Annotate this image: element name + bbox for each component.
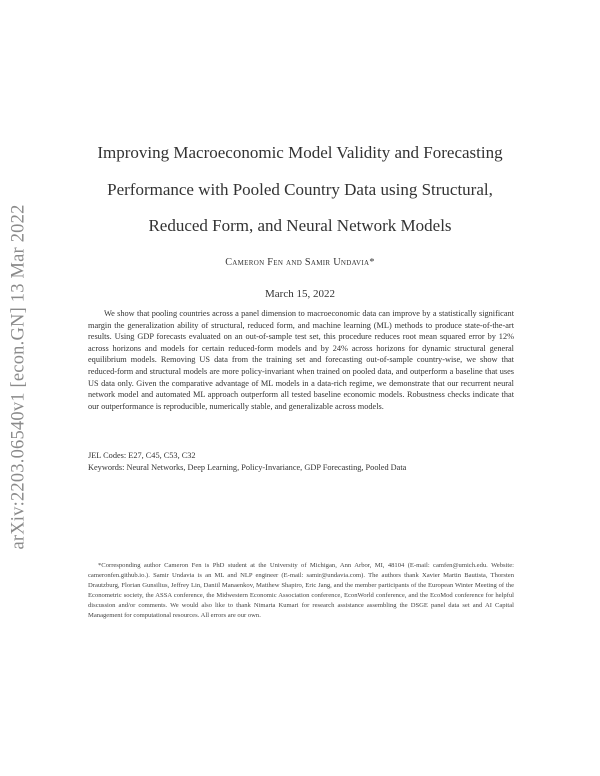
keywords: Keywords: Neural Networks, Deep Learning, Policy-Invariance, GDP Forecasting, Pooled Data <box>88 463 407 472</box>
footnote: *Corresponding author Cameron Fen is PhD student at the University of Michigan, Ann Arbor, MI, 48104 (E-mail: camfen@umich.edu. Website: cameronfen.github.io.). Samir Undavia is an ML and NLP engineer (E-mail: samir@undavia.com). The authors thank Xavier Martin Bautista, Thorsten Drautzburg, Florian Gunsilius, Jeffrey Lin, Daniil Manaenkov, Matthew Shapiro, Eric Jang, and the member participants of the European Winter Meeting of the Econometric society, the ASSA conference, the Midwestern Economic Association conference, EconWorld conference, and the EcoMod conference for helpful discussion and/or comments. We would also like to thank Nimarta Kumari for research assistance assembling the DSGE panel data set and AI Capital Management for computational resources. All errors are our own. <box>88 562 514 620</box>
paper-date: March 15, 2022 <box>265 288 335 300</box>
paper-authors: Cameron Fen and Samir Undavia* <box>225 257 375 268</box>
paper-title-line-1: Improving Macroeconomic Model Validity and Forecasting <box>97 143 503 162</box>
arxiv-identifier <box>6 182 32 572</box>
paper-title-line-3: Reduced Form, and Neural Network Models <box>148 216 452 235</box>
jel-codes: JEL Codes: E27, C45, C53, C32 <box>88 451 196 460</box>
arxiv-identifier-text: arXiv:2203.06540v1 [econ.GN] 13 Mar 2022 <box>8 204 29 550</box>
abstract: We show that pooling countries across a panel dimension to macroeconomic data can improve by a statistically significant margin the generalization ability of structural, reduced form, and machine learning (ML) methods to produce state-of-the-art results. Using GDP forecasts evaluated on an out-of-sample test set, this procedure reduces root mean squared error by 12% across horizons and models for certain reduced-form models and by 24% across horizons for dynamic structural general equilibrium models. Removing US data from the training set and forecasting out-of-sample country-wise, we show that reduced-form and structural models are more policy-invariant when trained on pooled data, and outperform a baseline that uses US data only. Given the comparative advantage of ML models in a data-rich regime, we demonstrate that our recurrent neural network model and automated ML approach outperform all tested baseline economic models. Robustness checks indicate that our outperformance is reproducible, numerically stable, and generalizable across models. <box>88 309 514 411</box>
paper-title-line-2: Performance with Pooled Country Data using Structural, <box>107 180 493 199</box>
